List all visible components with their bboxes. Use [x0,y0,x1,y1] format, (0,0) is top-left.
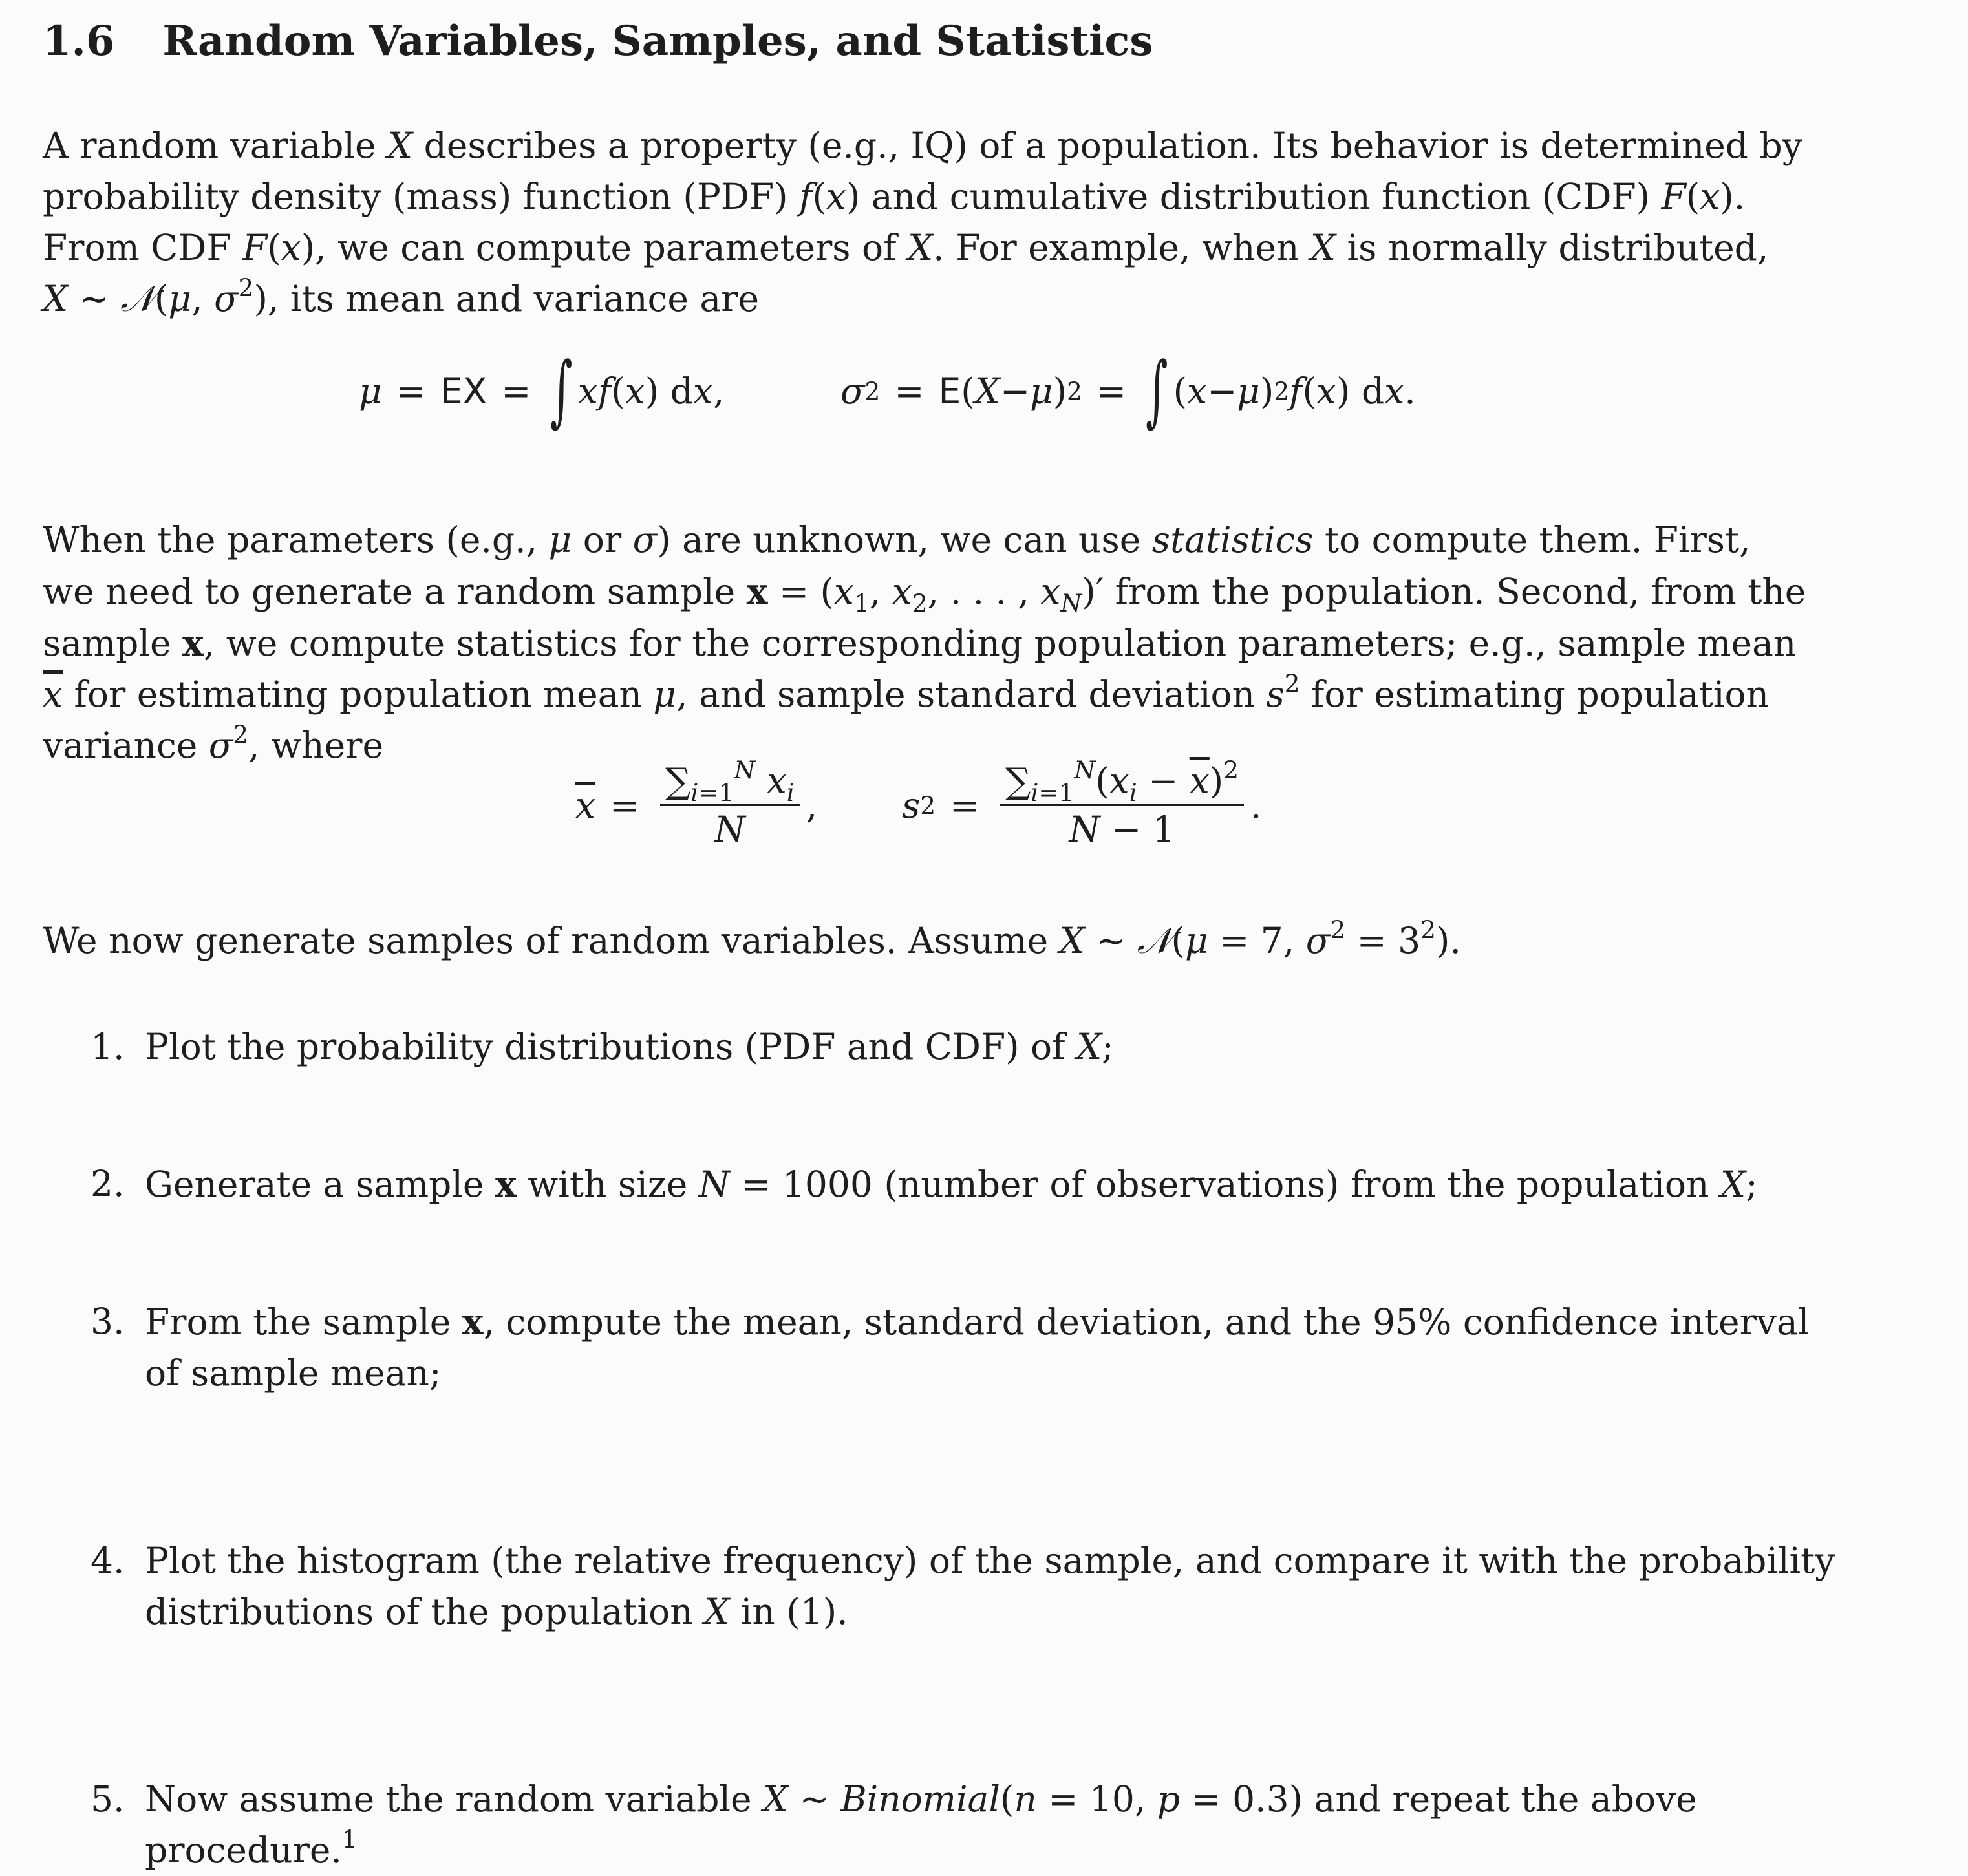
task-item: 4. Plot the histogram (the relative frequency) of the sample, and compare it with the probability distributions of the population X in (1). [91,1540,1835,1632]
sample-variance-equation: s 2 = $\frac{\sum_{i=1}^N(x_i - \overline{x})^2}{N - 1}$ . [902,755,1262,850]
task-list [91,1021,1835,1871]
mean-equation: μ = EX = ∫ xf ( x ) d x , [359,346,725,436]
assumption-paragraph: We now generate samples of random variables. Assume X ~ 𝒩(μ = 7, $\sigma^2 = 3^2$). [43,915,1461,961]
intro-paragraph: A random variable X describes a property (e.g., IQ) of a population. Its behavior is determined by probability density (mass) function (PDF) f(x) and cumulative distribution function (CDF) F(x). From CDF F(x), we can compute parameters of X. For example, when X is normally distributed, X ~ 𝒩(μ, $\sigma^2$), its mean and variance are [43,125,1802,319]
footnote-marker[interactable]: 1 [341,1824,358,1853]
section-number: 1.6 [43,17,115,65]
section-title: Random Variables, Samples, and Statistics [162,17,1153,65]
task-item: 2. Generate a sample x with size N = 1000 (number of observations) from the population X; [91,1163,1758,1205]
task-item: 5. Now assume the random variable X ~ Binomial(n = 10, p = 0.3) and repeat the above procedure.$^1$ [91,1778,1697,1871]
task-item: 3. From the sample x, compute the mean, standard deviation, and the 95% confidence interval of sample mean; [91,1301,1810,1394]
section-heading [43,17,1153,65]
variance-equation: σ 2 = E ( X − μ ) 2 = ∫ ( x − μ ) 2 f ( x ) d x . [840,346,1416,436]
task-item: 1. Plot the probability distributions (PDF and CDF) of X; [91,1026,1114,1067]
sample-mean-equation: $\overline{x}$ = $\frac{\sum_{i=1}^N x_i}{N}$ , [575,755,818,850]
statistics-paragraph: When the parameters (e.g., μ or σ) are unknown, we can use statistics to compute them. First, we need to generate a random sample $x = (x_1$, $x_2$, . . . , $x_N)'$ from the population. Second, from the sample x, we compute statistics for the corresponding population parameters; e.g., sample mean $\overline{x}$ for estimating population mean μ, and sample standard deviation $s^2$ for estimating population variance $\sigma^2$, where [43,519,1806,766]
